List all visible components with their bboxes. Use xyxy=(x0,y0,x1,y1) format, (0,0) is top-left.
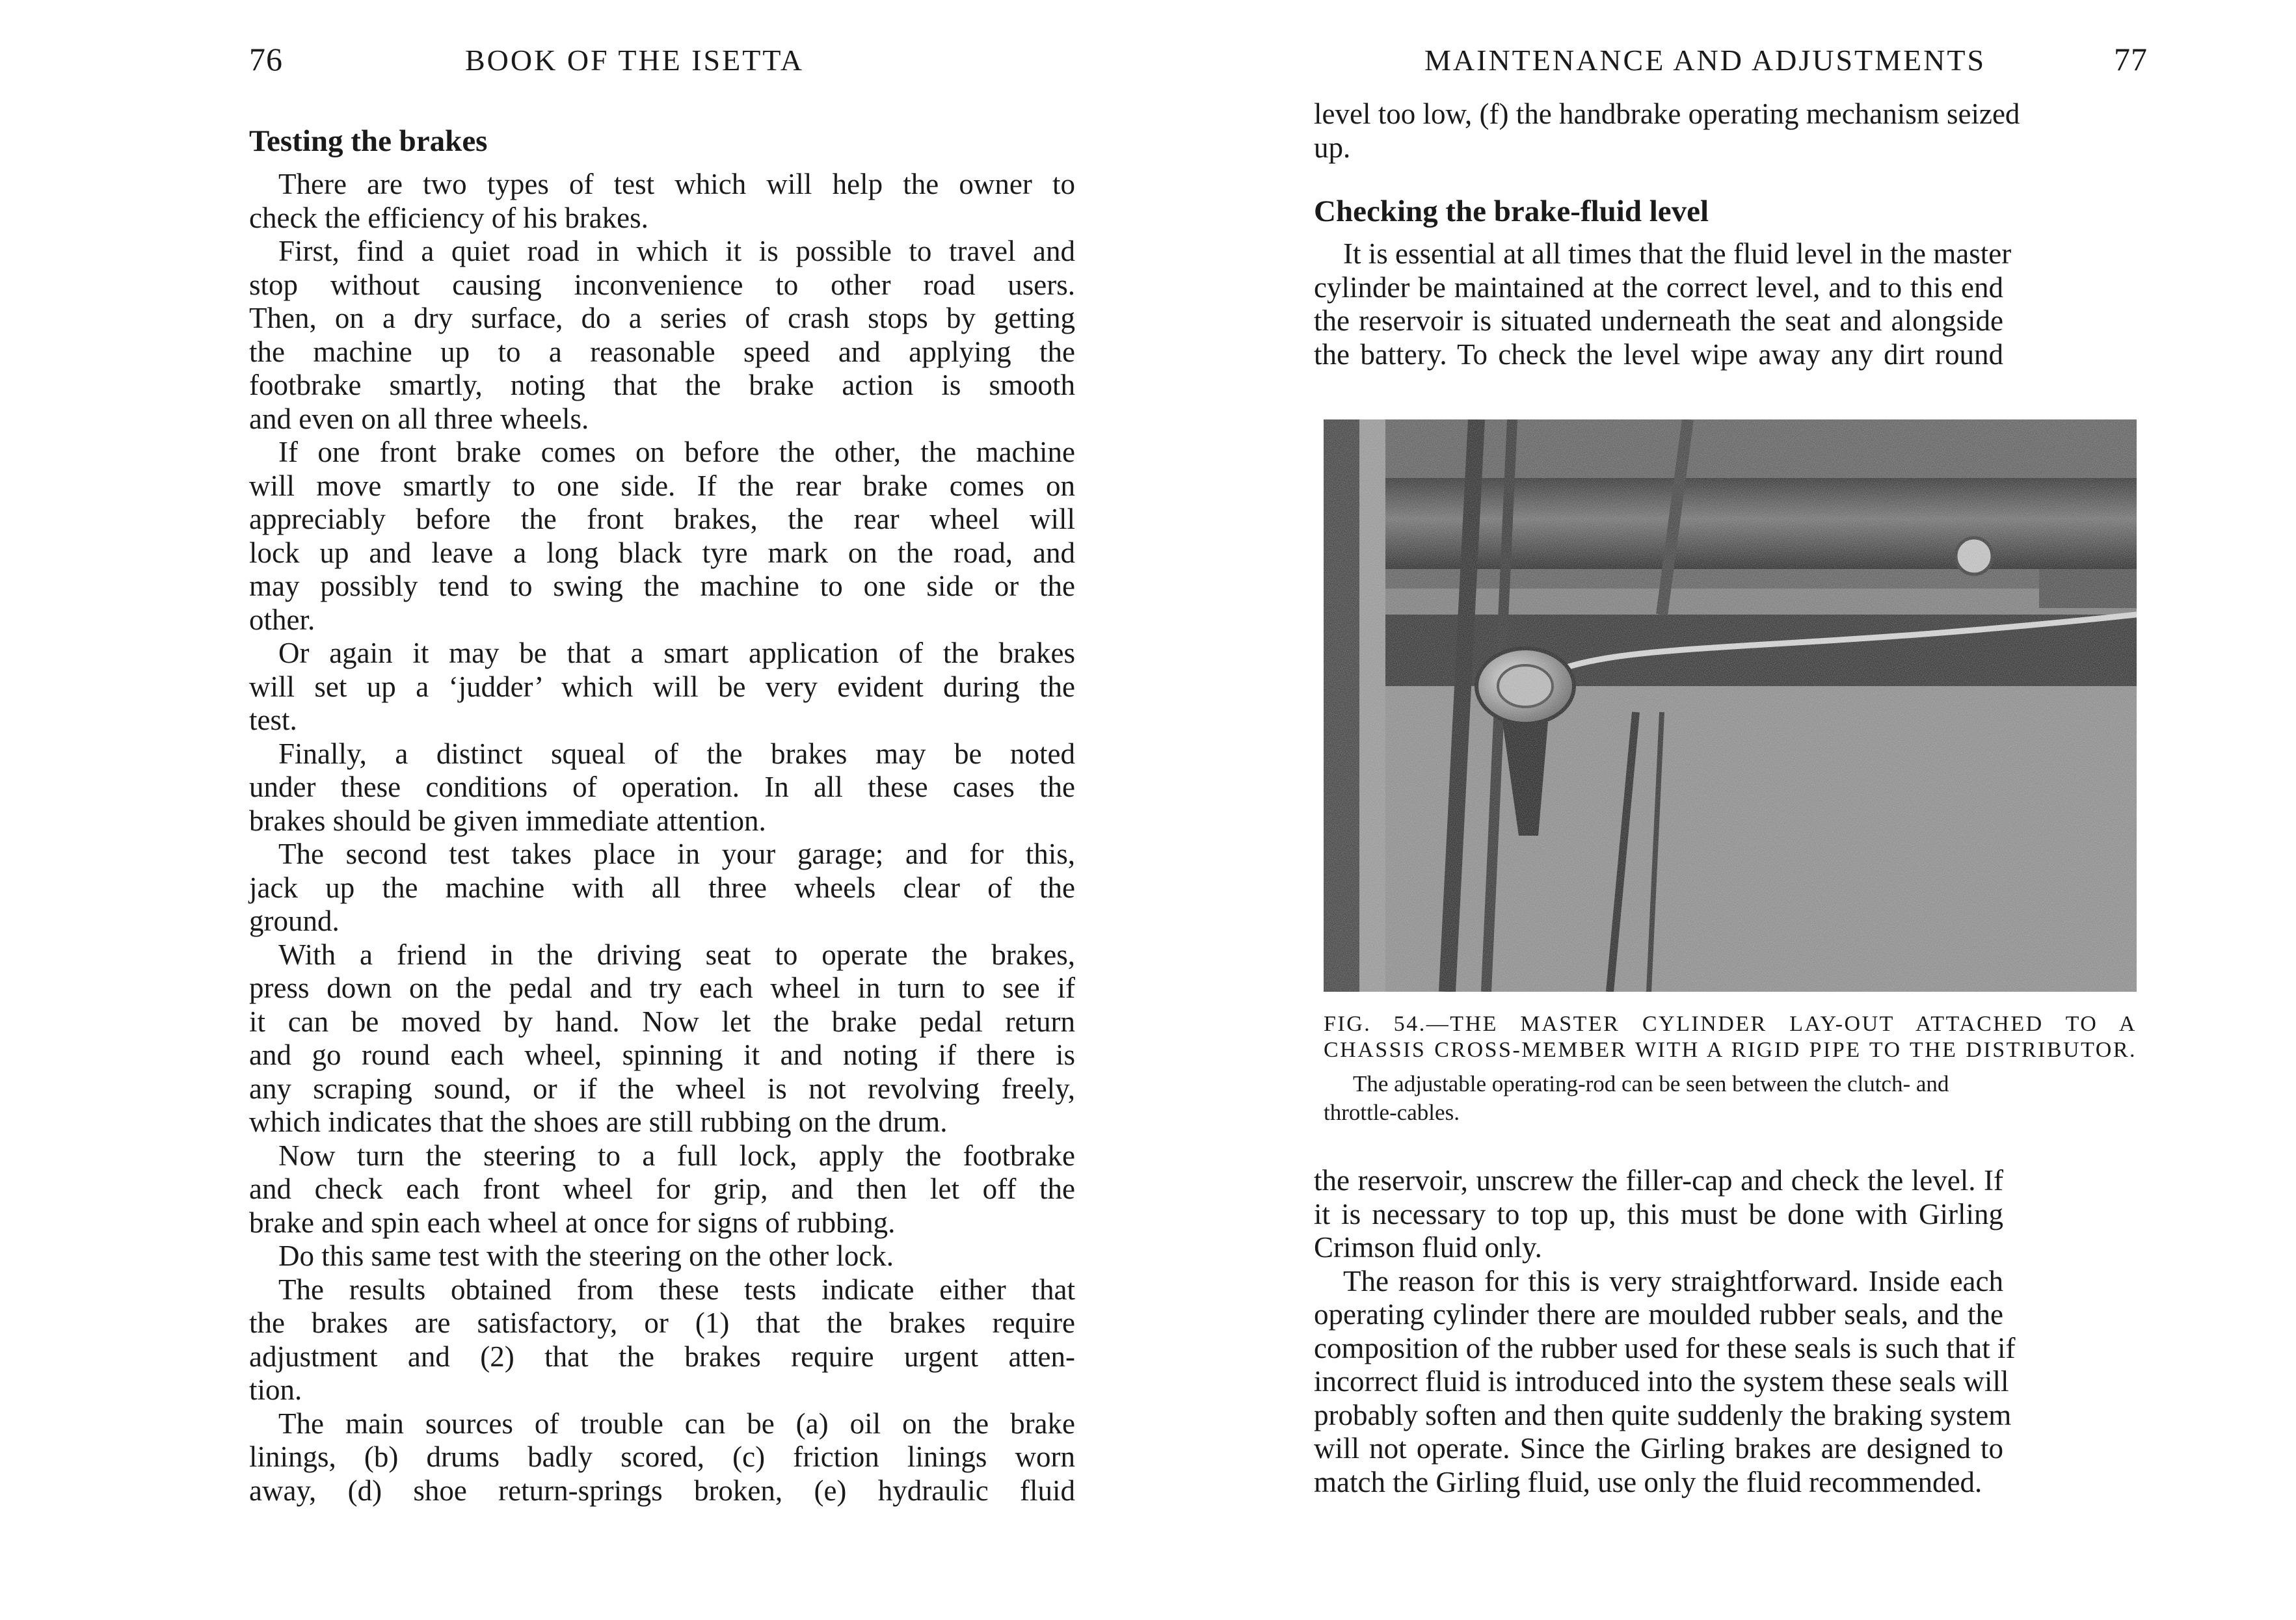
text-line: linings, (b) drums badly scored, (c) friction linings worn xyxy=(249,1441,1075,1473)
section-heading-brake-fluid: Checking the brake-fluid level xyxy=(1314,194,1709,228)
text-line: test. xyxy=(249,704,297,736)
text-line: under these conditions of operation. In all these cases the xyxy=(249,771,1075,803)
text-line: Crimson fluid only. xyxy=(1314,1231,1542,1264)
text-line: incorrect fluid is introduced into the system these seals will xyxy=(1314,1365,2009,1398)
text-line: It is essential at all times that the fluid level in the master xyxy=(1343,237,2012,270)
body-text xyxy=(1314,237,2012,371)
text-line: other. xyxy=(249,603,315,636)
text-line: cylinder be maintained at the correct level, and to this end xyxy=(1314,271,2003,304)
text-line: probably soften and then quite suddenly the braking system xyxy=(1314,1398,2012,1431)
text-line: composition of the rubber used for these seals is such that if xyxy=(1314,1331,2016,1364)
text-line: any scraping sound, or if the wheel is not revolving freely, xyxy=(249,1072,1075,1105)
master-cylinder-photo xyxy=(1324,419,2137,992)
text-line: Finally, a distinct squeal of the brakes may be noted xyxy=(278,737,1075,770)
text-line: Then, on a dry surface, do a series of crash stops by getting xyxy=(249,302,1075,334)
text-line: First, find a quiet road in which it is possible to travel and xyxy=(278,235,1075,267)
text-line: If one front brake comes on before the other, the machine xyxy=(278,436,1075,468)
figure-caption xyxy=(1324,1011,2137,1063)
page-number: 77 xyxy=(2114,41,2148,77)
text-line: Or again it may be that a smart application of the brakes xyxy=(278,637,1075,669)
right-page xyxy=(1148,0,2296,1620)
figure-caption-line-1: FIG. 54.—THE MASTER CYLINDER LAY-OUT ATTACHED TO A xyxy=(1324,1012,2137,1036)
text-line: Now turn the steering to a full lock, apply the footbrake xyxy=(278,1139,1075,1172)
running-head: BOOK OF THE ISETTA xyxy=(465,44,804,77)
text-line: will set up a ‘judder’ which will be very evident during the xyxy=(249,670,1075,703)
text-line: the machine up to a reasonable speed and applying the xyxy=(249,335,1075,368)
text-line: check the efficiency of his brakes. xyxy=(249,201,648,234)
figure-note xyxy=(1324,1070,2137,1127)
text-line: it is necessary to top up, this must be done with Girling xyxy=(1314,1197,2003,1230)
text-line: press down on the pedal and try each wheel in turn to see if xyxy=(249,972,1075,1004)
text-line: The reason for this is very straightforward. Inside each xyxy=(1343,1264,2003,1297)
text-line: up. xyxy=(1314,131,1351,164)
running-head: MAINTENANCE AND ADJUSTMENTS xyxy=(1424,44,1986,77)
text-line: There are two types of test which will help the owner to xyxy=(278,168,1075,200)
text-line: and even on all three wheels. xyxy=(249,402,589,435)
text-line: adjustment and (2) that the brakes require urgent atten- xyxy=(249,1340,1075,1373)
text-line: The results obtained from these tests indicate either that xyxy=(278,1273,1075,1306)
text-line: The second test takes place in your garage; and for this, xyxy=(278,838,1075,870)
page-number: 76 xyxy=(249,41,283,77)
text-line: will not operate. Since the Girling brakes are designed to xyxy=(1314,1432,2003,1465)
text-line: jack up the machine with all three wheels clear of the xyxy=(249,871,1075,904)
text-line: tion. xyxy=(249,1374,302,1406)
photo-illustration xyxy=(1324,419,2137,992)
text-line: the reservoir, unscrew the filler-cap and check the level. If xyxy=(1314,1164,2003,1197)
text-line: lock up and leave a long black tyre mark on the road, and xyxy=(249,536,1075,569)
text-line: may possibly tend to swing the machine to one side or the xyxy=(249,570,1075,602)
text-line: it can be moved by hand. Now let the brake pedal return xyxy=(249,1005,1075,1038)
text-line: brake and spin each wheel at once for signs of rubbing. xyxy=(249,1206,896,1239)
body-text xyxy=(1314,1164,2016,1499)
text-line: The main sources of trouble can be (a) oil on the brake xyxy=(278,1407,1075,1440)
text-line: stop without causing inconvenience to other road users. xyxy=(249,268,1075,301)
text-line: operating cylinder there are moulded rubber seals, and the xyxy=(1314,1298,2003,1331)
section-heading-testing-brakes: Testing the brakes xyxy=(249,124,488,158)
text-line: which indicates that the shoes are still rubbing on the drum. xyxy=(249,1106,948,1138)
text-line: and go round each wheel, spinning it and noting if there is xyxy=(249,1039,1075,1071)
text-line: the reservoir is situated underneath the seat and alongside xyxy=(1314,304,2003,337)
text-line: the brakes are satisfactory, or (1) that the brakes require xyxy=(249,1307,1075,1339)
text-line: level too low, (f) the handbrake operating mechanism seized xyxy=(1314,98,2020,130)
figure-caption-line-2: CHASSIS CROSS-MEMBER WITH A RIGID PIPE TO THE DISTRIBUTOR. xyxy=(1324,1038,2137,1062)
text-line: brakes should be given immediate attention. xyxy=(249,804,766,837)
text-line: match the Girling fluid, use only the fluid recommended. xyxy=(1314,1465,1982,1498)
figure-note-line: The adjustable operating-rod can be seen between the clutch- and xyxy=(1353,1071,1949,1096)
text-line: appreciably before the front brakes, the rear wheel will xyxy=(249,503,1075,535)
body-text xyxy=(249,168,1075,1507)
text-line: ground. xyxy=(249,905,340,937)
figure-note-line: throttle-cables. xyxy=(1324,1100,1460,1125)
text-line: and check each front wheel for grip, and then let off the xyxy=(249,1173,1075,1205)
text-line: the battery. To check the level wipe away any dirt round xyxy=(1314,338,2003,371)
text-line: footbrake smartly, noting that the brake action is smooth xyxy=(249,369,1075,401)
text-line: will move smartly to one side. If the rear brake comes on xyxy=(249,469,1075,502)
text-line: away, (d) shoe return-springs broken, (e) hydraulic fluid xyxy=(249,1474,1075,1507)
body-text-continued xyxy=(1314,98,2020,165)
text-line: Do this same test with the steering on the other lock. xyxy=(278,1240,894,1272)
text-line: With a friend in the driving seat to operate the brakes, xyxy=(278,938,1075,971)
